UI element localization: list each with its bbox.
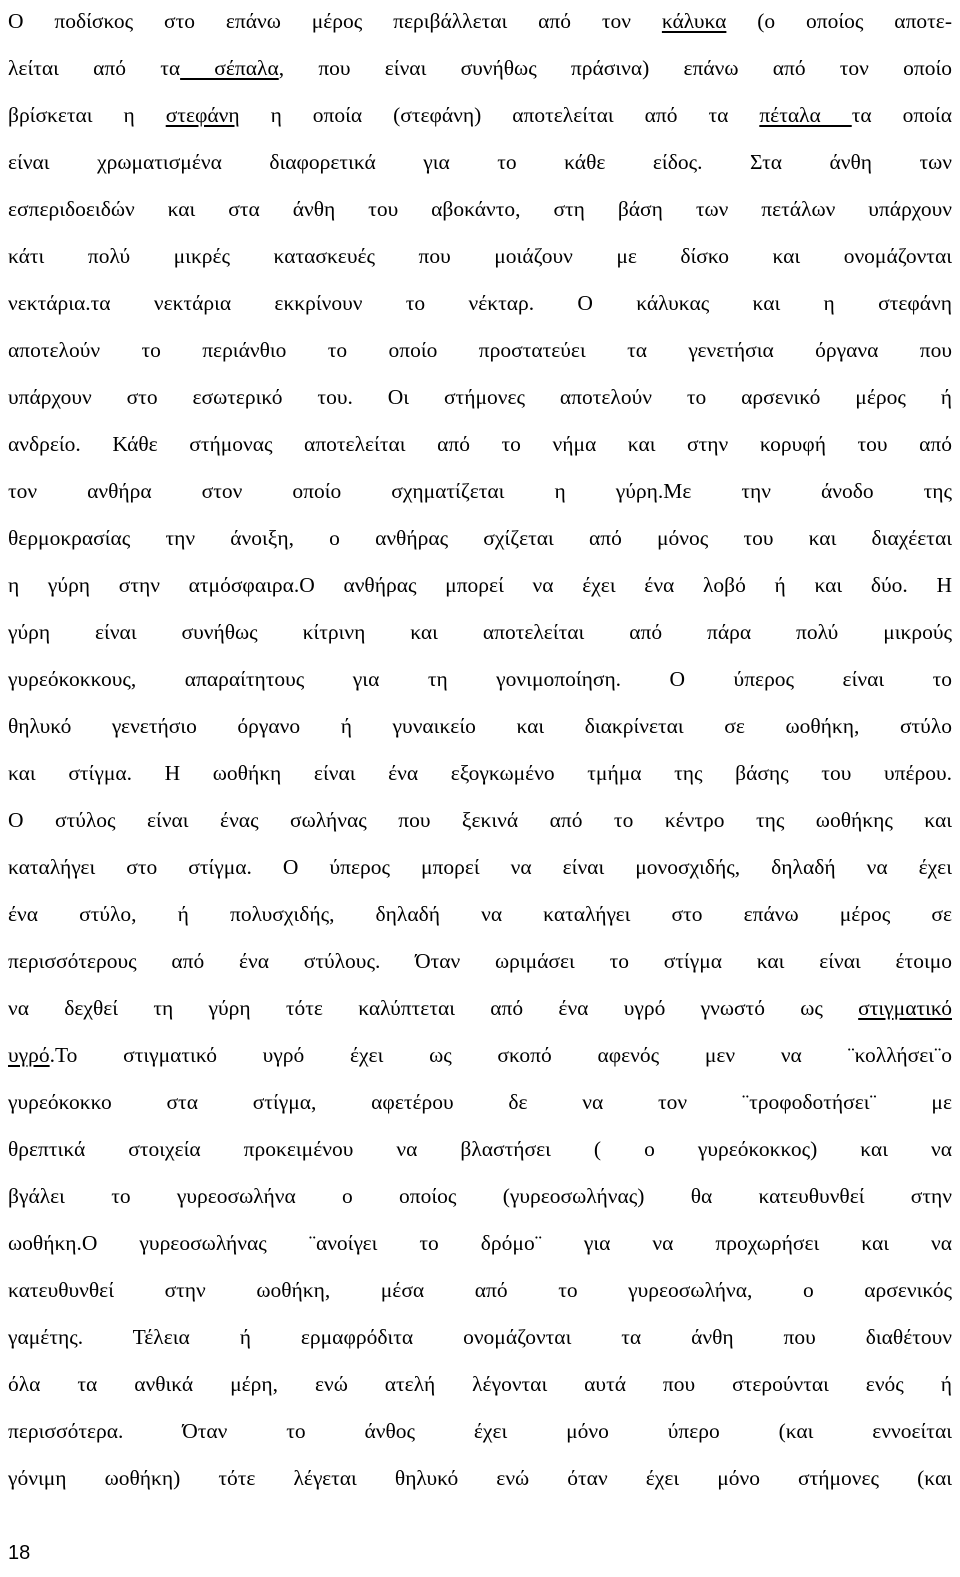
text-line <box>8 1130 952 1177</box>
text-line <box>8 1224 952 1271</box>
text-segment: κατευθυνθεί στην ωοθήκη, μέσα από το γυρεοσωλήνα, ο αρσενικός <box>8 1278 952 1302</box>
text-line <box>8 2 952 49</box>
text-line <box>8 237 952 284</box>
text-segment: περισσότερα. Όταν το άνθος έχει μόνο ύπερο (και εννοείται <box>8 1419 952 1443</box>
text-segment: ένα στύλο, ή πολυσχιδής, δηλαδή να καταλήγει στο επάνω μέρος σε <box>8 902 952 926</box>
text-line <box>8 801 952 848</box>
text-line <box>8 378 952 425</box>
text-segment: η γύρη στην ατμόσφαιρα.Ο ανθήρας μπορεί να έχει ένα λοβό ή και δύο. Η <box>8 573 952 597</box>
text-line <box>8 942 952 989</box>
text-segment: καταλήγει στο στίγμα. Ο ύπερος μπορεί να είναι μονοσχιδής, δηλαδή να έχει <box>8 855 952 879</box>
text-segment: νεκτάρια.τα νεκτάρια εκκρίνουν το νέκταρ. Ο κάλυκας και η στεφάνη <box>8 291 952 315</box>
text-line <box>8 1271 952 1318</box>
text-line <box>8 613 952 660</box>
text-line <box>8 331 952 378</box>
document-body <box>8 2 952 1506</box>
text-segment: τα οποία <box>851 103 952 127</box>
text-segment: Ο στύλος είναι ένας σωλήνας που ξεκινά από το κέντρο της ωοθήκης και <box>8 808 952 832</box>
text-line <box>8 96 952 143</box>
text-segment: ανδρείο. Κάθε στήμονας αποτελείται από το νήμα και στην κορυφή του από <box>8 432 952 456</box>
text-line <box>8 190 952 237</box>
text-segment: Ο ποδίσκος στο επάνω μέρος περιβάλλεται από τον <box>8 9 662 33</box>
underlined-term: στιγματικό <box>858 996 952 1020</box>
text-line <box>8 49 952 96</box>
text-line <box>8 1459 952 1506</box>
text-line <box>8 472 952 519</box>
text-segment: και στίγμα. Η ωοθήκη είναι ένα εξογκωμένο τμήμα της βάσης του υπέρου. <box>8 761 952 785</box>
text-line <box>8 143 952 190</box>
text-line <box>8 848 952 895</box>
text-segment: είναι χρωματισμένα διαφορετικά για το κάθε είδος. Στα άνθη των <box>8 150 952 174</box>
text-line <box>8 566 952 613</box>
text-line <box>8 1412 952 1459</box>
underlined-term: πέταλα <box>759 103 852 127</box>
text-line <box>8 895 952 942</box>
text-line <box>8 1318 952 1365</box>
text-segment: γαμέτης. Τέλεια ή ερμαφρόδιτα ονομάζονται τα άνθη που διαθέτουν <box>8 1325 952 1349</box>
text-line <box>8 1036 952 1083</box>
text-segment: η οποία (στεφάνη) αποτελείται από τα <box>239 103 760 127</box>
page-number: 18 <box>8 1542 31 1564</box>
text-segment: κάτι πολύ μικρές κατασκευές που μοιάζουν με δίσκο και ονομάζονται <box>8 244 952 268</box>
text-segment: γυρεόκοκκους, απαραίτητους για τη γονιμοποίηση. Ο ύπερος είναι το <box>8 667 952 691</box>
text-line <box>8 284 952 331</box>
text-segment: εσπεριδοειδών και στα άνθη του αβοκάντο, στη βάση των πετάλων υπάρχουν <box>8 197 952 221</box>
text-segment: γυρεόκοκκο στα στίγμα, αφετέρου δε να τον ¨τροφοδοτήσει¨ με <box>8 1090 952 1114</box>
text-line <box>8 989 952 1036</box>
text-segment: βγάλει το γυρεοσωλήνα ο οποίος (γυρεοσωλήνας) θα κατευθυνθεί στην <box>8 1184 952 1208</box>
text-line <box>8 660 952 707</box>
text-line <box>8 425 952 472</box>
text-segment: θερμοκρασίας την άνοιξη, ο ανθήρας σχίζεται από μόνος του και διαχέεται <box>8 526 952 550</box>
text-line <box>8 1083 952 1130</box>
text-segment: αποτελούν το περιάνθιο το οποίο προστατεύει τα γενετήσια όργανα που <box>8 338 952 362</box>
text-segment: θρεπτικά στοιχεία προκειμένου να βλαστήσει ( ο γυρεόκοκκος) και να <box>8 1137 952 1161</box>
text-line <box>8 707 952 754</box>
text-segment: όλα τα ανθικά μέρη, ενώ ατελή λέγονται αυτά που στερούνται ενός ή <box>8 1372 952 1396</box>
text-segment: , που είναι συνήθως πράσινα) επάνω από τον οποίο <box>278 56 952 80</box>
underlined-term: υγρό <box>8 1043 50 1067</box>
text-segment: ωοθήκη.Ο γυρεοσωλήνας ¨ανοίγει το δρόμο¨ για να προχωρήσει και να <box>8 1231 952 1255</box>
underlined-term: στεφάνη <box>165 103 240 127</box>
text-line <box>8 1365 952 1412</box>
text-segment: υπάρχουν στο εσωτερικό του. Οι στήμονες αποτελούν το αρσενικό μέρος ή <box>8 385 952 409</box>
text-line <box>8 754 952 801</box>
text-segment: θηλυκό γενετήσιο όργανο ή γυναικείο και διακρίνεται σε ωοθήκη, στύλο <box>8 714 952 738</box>
text-segment: τον ανθήρα στον οποίο σχηματίζεται η γύρη.Με την άνοδο της <box>8 479 952 503</box>
text-line <box>8 519 952 566</box>
text-line <box>8 1177 952 1224</box>
text-segment: (ο οποίος αποτε- <box>726 9 952 33</box>
underlined-term: κάλυκα <box>661 9 727 33</box>
text-segment: γόνιμη ωοθήκη) τότε λέγεται θηλυκό ενώ όταν έχει μόνο στήμονες (και <box>8 1466 952 1490</box>
text-segment: λείται από τα <box>8 56 181 80</box>
text-segment: .Το στιγματικό υγρό έχει ως σκοπό αφενός μεν να ¨κολλήσει¨ο <box>49 1043 952 1067</box>
text-segment: γύρη είναι συνήθως κίτρινη και αποτελείται από πάρα πολύ μικρούς <box>8 620 952 644</box>
text-segment: βρίσκεται η <box>8 103 166 127</box>
underlined-term: σέπαλα <box>180 56 279 80</box>
text-segment: να δεχθεί τη γύρη τότε καλύπτεται από ένα υγρό γνωστό ως <box>8 996 859 1020</box>
text-segment: περισσότερους από ένα στύλους. Όταν ωριμάσει το στίγμα και είναι έτοιμο <box>8 949 952 973</box>
